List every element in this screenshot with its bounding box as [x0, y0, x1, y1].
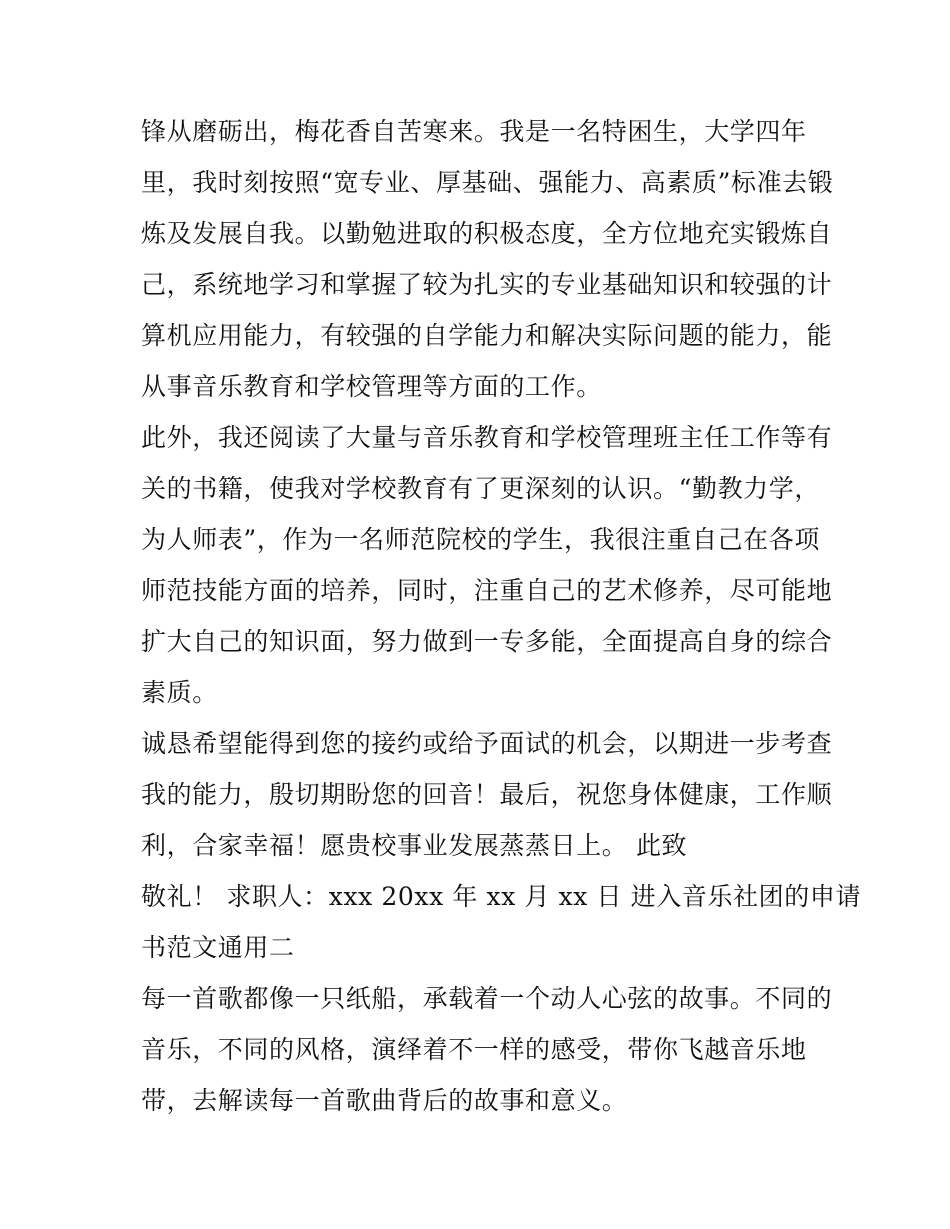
- text-line: 关的书籍，使我对学校教育有了更深刻的认识。“勤教力学，: [141, 474, 820, 503]
- document-body: [141, 106, 862, 1126]
- text-line: 素质。: [141, 678, 218, 707]
- text-line: 锋从磨砺出，梅花香自苦寒来。我是一名特困生，大学四年: [141, 117, 807, 146]
- text-line: 此外，我还阅读了大量与音乐教育和学校管理班主任工作等有: [141, 423, 833, 452]
- text-line: 利，合家幸福！愿贵校事业发展蒸蒸日上。 此致: [141, 831, 688, 860]
- text-line: 带，去解读每一首歌曲背后的故事和意义。: [141, 1086, 628, 1115]
- text-line: 扩大自己的知识面，努力做到一专多能，全面提高自身的综合: [141, 627, 833, 656]
- text-line: 敬礼！ 求职人：xxx 20xx 年 xx 月 xx 日 进入音乐社团的申请: [141, 882, 862, 911]
- text-line: 诚恳希望能得到您的接约或给予面试的机会，以期进一步考查: [141, 729, 833, 758]
- text-line: 音乐，不同的风格，演绎着不一样的感受，带你飞越音乐地: [141, 1035, 807, 1064]
- text-line: 己，系统地学习和掌握了较为扎实的专业基础知识和较强的计: [141, 270, 833, 299]
- text-line: 炼及发展自我。以勤勉进取的积极态度，全方位地充实锻炼自: [141, 219, 833, 248]
- text-line: 我的能力，殷切期盼您的回音！最后，祝您身体健康，工作顺: [141, 780, 833, 809]
- text-line: 算机应用能力，有较强的自学能力和解决实际问题的能力，能: [141, 321, 833, 350]
- text-line: 里，我时刻按照“宽专业、厚基础、强能力、高素质”标准去锻: [141, 168, 834, 197]
- text-line: 师范技能方面的培养，同时，注重自己的艺术修养，尽可能地: [141, 576, 833, 605]
- text-line: 书范文通用二: [141, 933, 295, 962]
- text-line: 每一首歌都像一只纸船，承载着一个动人心弦的故事。不同的: [141, 984, 833, 1013]
- text-line: 为人师表”，作为一名师范院校的学生，我很注重自己在各项: [141, 525, 820, 554]
- text-line: 从事音乐教育和学校管理等方面的工作。: [141, 372, 602, 401]
